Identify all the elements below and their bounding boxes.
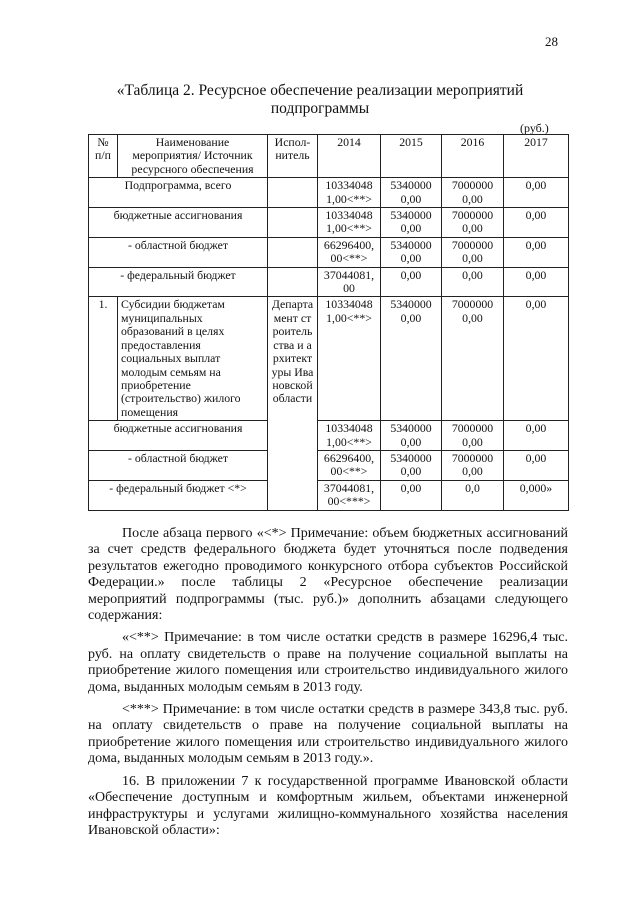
cell-2014: 10334048 1,00<**> [318,208,381,238]
paragraph: «<**> Примечание: в том числе остатки средств в размере 16296,4 тыс. руб. на оплату свидетельств о праве на получение социальной выплаты на приобретение жилого помещения или строительство индивидуального жилого дома, выданных молодым семьям в 2013 году. [88,630,568,695]
table-row [89,208,569,238]
cell-2014: 10334048 1,00<**> [318,297,381,421]
row-executor-empty [268,178,318,208]
paragraph: <***> Примечание: в том числе остатки средств в размере 343,8 тыс. руб. на оплату свидетельств о праве на получение социальной выплаты на приобретение жилого помещения или строительство индивидуального жилого дома, выданных молодым семьям в 2013 году.». [88,702,568,767]
row-label: бюджетные ассигнования [89,421,268,451]
cell-2017: 0,00 [504,178,569,208]
cell-2014: 37044081, 00 [318,267,381,297]
row-label: - областной бюджет [89,450,268,480]
table-row [89,421,569,451]
measure-executor: Департамент строительства и архитектуры Ивановской области [268,297,318,510]
cell-2017: 0,000» [504,480,569,510]
header-2017: 2017 [504,135,569,178]
cell-2015: 5340000 0,00 [381,178,442,208]
header-executor: Испол-нитель [268,135,318,178]
table-row [89,178,569,208]
cell-2016: 0,00 [442,267,504,297]
row-label: Подпрограмма, всего [89,178,268,208]
header-2016: 2016 [442,135,504,178]
cell-2015: 5340000 0,00 [381,297,442,421]
cell-2017: 0,00 [504,450,569,480]
cell-2016: 7000000 0,00 [442,450,504,480]
resource-table [88,134,569,511]
paragraph: После абзаца первого «<*> Примечание: объем бюджетных ассигнований за счет средств федерального бюджета будет уточняться после подведения результатов ежегодно проводимого конкурсного отбора субъектов Российской Федерации.» после таблицы 2 «Ресурсное обеспечение реализации мероприятий подпрограммы (тыс. руб.)» дополнить абзацами следующего содержания: [88,526,568,624]
cell-2015: 5340000 0,00 [381,208,442,238]
cell-2014: 10334048 1,00<**> [318,178,381,208]
table-row [89,480,569,510]
cell-2016: 7000000 0,00 [442,208,504,238]
cell-2016: 7000000 0,00 [442,237,504,267]
cell-2014: 66296400, 00<**> [318,450,381,480]
cell-2015: 0,00 [381,267,442,297]
cell-2016: 7000000 0,00 [442,421,504,451]
table-title: «Таблица 2. Ресурсное обеспечение реализации мероприятий подпрограммы [116,82,524,117]
cell-2017: 0,00 [504,208,569,238]
cell-2014: 10334048 1,00<**> [318,421,381,451]
cell-2015: 5340000 0,00 [381,450,442,480]
document-body [88,526,568,839]
row-label: - областной бюджет [89,237,268,267]
cell-2017: 0,00 [504,297,569,421]
page-number: 28 [545,34,558,49]
table-unit: (руб.) [520,121,549,135]
row-executor-empty [268,267,318,297]
header-name: Наименование мероприятия/ Источник ресурсного обеспечения [118,135,268,178]
cell-2016: 7000000 0,00 [442,178,504,208]
cell-2017: 0,00 [504,421,569,451]
row-executor-empty [268,237,318,267]
row-label: бюджетные ассигнования [89,208,268,238]
cell-2015: 5340000 0,00 [381,237,442,267]
header-2014: 2014 [318,135,381,178]
cell-2017: 0,00 [504,267,569,297]
cell-2015: 0,00 [381,480,442,510]
cell-2016: 7000000 0,00 [442,297,504,421]
cell-2017: 0,00 [504,237,569,267]
measure-num: 1. [89,297,118,421]
table-row [89,267,569,297]
header-num: № п/п [89,135,118,178]
cell-2016: 0,0 [442,480,504,510]
paragraph: 16. В приложении 7 к государственной программе Ивановской области «Обеспечение доступным и комфортным жильем, объектами инженерной инфраструктуры и услугами жилищно-коммунального хозяйства населения Ивановской области»: [88,773,568,838]
row-label: - федеральный бюджет <*> [89,480,268,510]
table-row [89,237,569,267]
header-2015: 2015 [381,135,442,178]
table-header-row [89,135,569,178]
table-row-measure [89,297,569,421]
row-label: - федеральный бюджет [89,267,268,297]
cell-2015: 5340000 0,00 [381,421,442,451]
table-row [89,450,569,480]
cell-2014: 66296400, 00<**> [318,237,381,267]
measure-name: Субсидии бюджетам муниципальных образований в целях предоставления социальных выплат молодым семьям на приобретение (строительство) жилого помещения [118,297,268,421]
cell-2014: 37044081, 00<***> [318,480,381,510]
row-executor-empty [268,208,318,238]
